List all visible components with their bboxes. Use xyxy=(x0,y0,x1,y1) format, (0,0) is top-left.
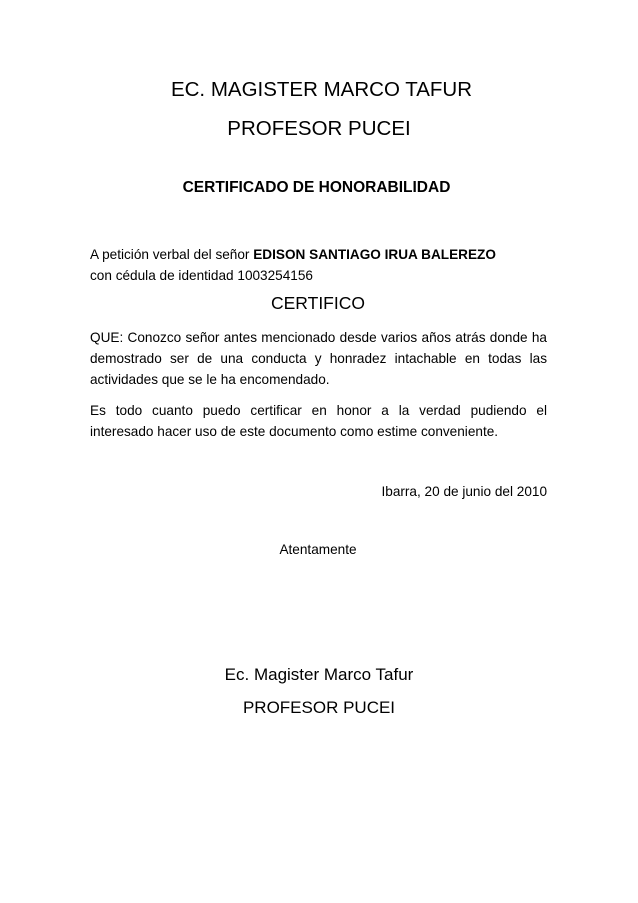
date-line: Ibarra, 20 de junio del 2010 xyxy=(381,484,547,499)
request-prefix: A petición verbal del señor xyxy=(90,247,254,262)
final-paragraph: Es todo cuanto puedo certificar en honor a la verdad pudiendo el interesado hacer uso de este documento como estime conveniente. xyxy=(90,403,547,439)
certifico-heading: CERTIFICO xyxy=(271,293,365,313)
header-name: EC. MAGISTER MARCO TAFUR xyxy=(170,78,473,101)
que-paragraph: QUE: Conozco señor antes mencionado desde varios años atrás donde ha demostrado ser de una conducta y honradez intachable en todas las actividades que se le ha encomendado. xyxy=(90,330,547,387)
document-title: CERTIFICADO DE HONORABILIDAD xyxy=(182,179,451,196)
header-role: PROFESOR PUCEI xyxy=(227,117,411,140)
request-paragraph xyxy=(90,244,547,286)
request-person: EDISON SANTIAGO IRUA BALEREZO xyxy=(253,247,496,262)
request-id: con cédula de identidad 1003254156 xyxy=(90,268,313,283)
request-line xyxy=(90,244,547,265)
signature-name: Ec. Magister Marco Tafur xyxy=(224,665,414,684)
closing-text: Atentamente xyxy=(279,542,357,557)
signature-role: PROFESOR PUCEI xyxy=(242,698,396,717)
